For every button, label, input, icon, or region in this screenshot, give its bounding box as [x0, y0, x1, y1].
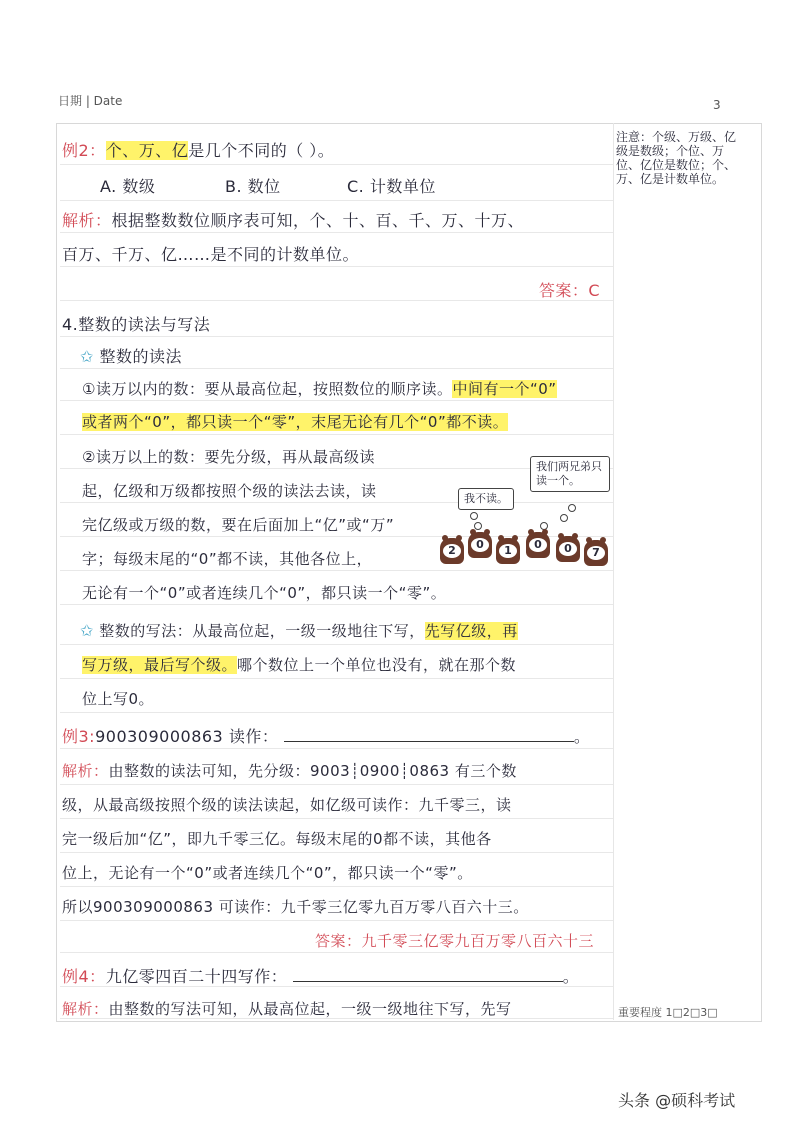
rule2-line5: 无论有一个“0”或者连续几个“0”，都只读一个“零”。 [82, 584, 447, 602]
bear-digit: 7 [584, 540, 608, 566]
example3-analysis-5: 所以900309000863 可读作：九千零三亿零九百万零八百六十三。 [62, 898, 529, 916]
reading-heading: ✩ 整数的读法 [80, 347, 183, 366]
writing-rule-line2: 写万级，最后写个级。哪个数位上一个单位也没有，就在那个数 [82, 656, 517, 674]
rule2-line2: 起，亿级和万级都按照个级的读法去读，读 [82, 482, 377, 500]
side-note: 注意：个级、万级、亿级是数级；个位、万位、亿位是数位；个、万、亿是计数单位。 [616, 130, 737, 186]
star-icon: ✩ [80, 347, 94, 366]
answer-blank[interactable] [284, 727, 574, 742]
speech-bubble-right: 我们两兄弟只读一个。 [530, 456, 610, 492]
rule2-line3: 完亿级或万级的数，要在后面加上“亿”或“万” [82, 516, 395, 534]
section4-title: 4.整数的读法与写法 [62, 315, 211, 334]
example3-analysis-3: 完一级后加“亿”，即九千零三亿。每级末尾的0都不读，其他各 [62, 830, 492, 848]
watermark: 头条 @硕科考试 [618, 1091, 736, 1110]
example3-answer: 答案：九千零三亿零九百万零八百六十三 [314, 932, 594, 950]
answer-blank[interactable] [293, 967, 563, 982]
bear-digit: 0 [556, 536, 580, 562]
rule2-line1: ②读万以上的数：要先分级，再从最高级读 [82, 448, 375, 466]
option-a: A. 数级 [100, 177, 156, 196]
date-label: 日期 | Date [58, 94, 123, 108]
margin-divider [613, 123, 614, 1020]
example2-analysis-1: 解析：根据整数数位顺序表可知，个、十、百、千、万、十万、 [62, 211, 525, 230]
example3-analysis-1: 解析：由整数的读法可知，先分级：9003┊0900┊0863 有三个数 [62, 762, 517, 780]
bear-digit: 2 [440, 538, 464, 564]
bear-digit: 0 [526, 532, 550, 558]
example3-question: 例3:900309000863 读作： 。 [62, 727, 591, 746]
rule1-line2: 或者两个“0”，都只读一个“零”，末尾无论有几个“0”都不读。 [82, 413, 509, 431]
page-number: 3 [713, 98, 721, 112]
bear-digit: 1 [496, 538, 520, 564]
example4-analysis-1: 解析：由整数的写法可知，从最高位起，一级一级地往下写，先写 [62, 1000, 512, 1018]
rule1-line1: ①读万以内的数：要从最高位起，按照数位的顺序读。中间有一个“0” [82, 380, 557, 398]
star-icon: ✩ [80, 621, 94, 640]
example2-question: 例2：个、万、亿是几个不同的（ ）。 [62, 141, 335, 160]
speech-bubble-left: 我不读。 [458, 488, 514, 510]
bear-digit: 0 [468, 532, 492, 558]
option-b: B. 数位 [225, 177, 281, 196]
example3-analysis-2: 级，从最高级按照个级的读法读起，如亿级可读作：九千零三，读 [62, 796, 512, 814]
example3-analysis-4: 位上，无论有一个“0”或者连续几个“0”，都只读一个“零”。 [62, 864, 473, 882]
writing-rule-line3: 位上写0。 [82, 690, 155, 708]
option-c: C. 计数单位 [347, 177, 436, 196]
example2-analysis-2: 百万、千万、亿……是不同的计数单位。 [62, 245, 360, 264]
example2-options [100, 174, 648, 197]
example2-answer: 答案：C [538, 281, 600, 300]
example4-question: 例4：九亿零四百二十四写作： 。 [62, 967, 580, 986]
rule2-line4: 字；每级末尾的“0”都不读，其他各位上， [82, 550, 373, 568]
importance-rating: 重要程度 1□2□3□ [618, 1006, 718, 1019]
writing-rule-line1: ✩ 整数的写法：从最高位起，一级一级地往下写，先写亿级，再 [80, 621, 518, 640]
